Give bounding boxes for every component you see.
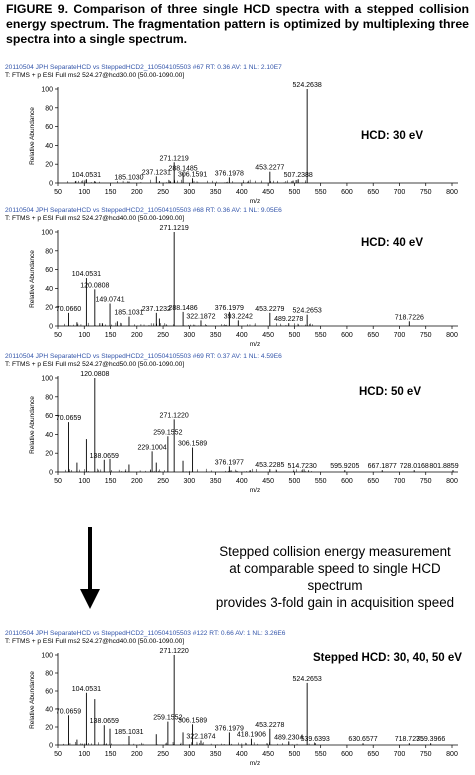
peak-label: 271.1219 [159,225,189,232]
x-axis-label: m/z [249,487,261,494]
peak-label: 718.7226 [394,314,424,322]
peak-label: 322.1874 [186,733,216,741]
x-tick-label: 250 [157,189,169,196]
x-tick-label: 150 [104,189,117,196]
peak-label: 418.1906 [236,731,267,739]
arrow-text-line-2: at comparable speed to single HCD spectrum [229,561,441,593]
figure-caption: FIGURE 9. Comparison of three single HCD spectra with a stepped collision energy spectrum. The fragmentation pattern is optimized by multiplexing three spectra into a single spectrum. [6,2,469,46]
hcd-label-2: HCD: 40 eV [361,237,423,249]
y-axis-label: Relative Abundance [29,250,36,308]
y-tick-label: 20 [45,450,53,458]
y-tick-label: 80 [45,670,53,678]
x-tick-label: 700 [393,478,406,485]
peak-label: 288.1485 [168,165,198,173]
peak-label: 104.0531 [71,172,101,180]
x-tick-label: 450 [262,189,274,196]
x-tick-label: 600 [341,478,353,485]
x-tick-label: 100 [78,478,91,485]
panel-header-4 [5,630,285,646]
x-tick-label: 350 [209,332,222,339]
peak-label: 453.2279 [255,305,285,313]
x-tick-label: 600 [341,751,353,758]
peak-label: 288.1486 [168,304,198,312]
x-axis-label: m/z [249,760,261,767]
down-arrow-icon [80,527,100,609]
x-tick-label: 250 [157,478,169,485]
x-tick-label: 100 [78,751,91,758]
peak-label: 514.7230 [287,463,317,471]
y-tick-label: 20 [45,161,53,169]
y-tick-label: 60 [45,413,53,421]
y-tick-label: 40 [45,706,53,714]
x-tick-label: 500 [288,478,301,485]
x-tick-label: 150 [104,332,117,339]
peak-label: 489.2304 [274,734,304,742]
peak-label: 524.2638 [292,82,322,89]
x-tick-label: 550 [314,751,327,758]
x-tick-label: 400 [236,189,248,196]
x-tick-label: 450 [262,478,274,485]
y-tick-label: 60 [45,124,53,132]
y-tick-label: 80 [45,394,53,402]
x-tick-label: 700 [393,189,406,196]
x-tick-label: 50 [54,332,62,339]
peak-label: 759.3966 [416,736,446,744]
spectrum-panel-1 [0,64,475,209]
x-tick-label: 500 [288,332,301,339]
peak-label: 453.2285 [255,462,285,470]
peak-label: 728.0168 [399,463,429,471]
peak-label: 595.9205 [330,463,360,471]
y-tick-label: 80 [45,248,53,256]
x-tick-label: 300 [183,332,196,339]
y-tick-label: 60 [45,267,53,275]
x-tick-label: 750 [419,332,432,339]
y-tick-label: 20 [45,724,53,732]
peak-label: 70.0660 [55,305,82,313]
panel-header-3 [5,353,282,369]
spectrum-chart-3 [0,368,475,500]
y-axis-label: Relative Abundance [29,107,36,165]
x-tick-label: 200 [130,189,143,196]
y-tick-label: 40 [45,431,53,439]
peak-label: 376.1977 [214,459,244,467]
peak-label: 120.0808 [80,282,110,290]
panel-header-2 [5,207,282,223]
y-tick-label: 40 [45,285,53,293]
peak-label: 322.1872 [186,313,216,321]
x-tick-label: 150 [104,478,117,485]
x-tick-label: 400 [236,751,248,758]
filter-info-1: T: FTMS + p ESI Full ms2 524.27@hcd30.00 [50.00-1090.00] [5,72,185,79]
peak-label: 376.1979 [214,725,244,733]
peak-label: 149.0741 [95,296,125,304]
peak-label: 120.0808 [80,371,110,378]
x-tick-label: 650 [367,751,380,758]
x-tick-label: 300 [183,189,196,196]
y-tick-label: 40 [45,142,53,150]
peak-label: 104.0531 [71,685,101,693]
peak-label: 667.1877 [367,463,397,471]
x-axis-label: m/z [249,198,261,205]
x-tick-label: 550 [314,332,327,339]
x-tick-label: 50 [54,478,62,485]
scan-info-2: 20110504 JPH SeparateHCD vs SteppedHCD2_110504105503 #68 RT: 0.36 AV: 1 NL: 9.05E6 [5,207,282,214]
peak-label: 70.0659 [55,708,82,716]
filter-info-2: T: FTMS + p ESI Full ms2 524.27@hcd40.00 [50.00-1090.00] [5,215,185,222]
filter-info-3: T: FTMS + p ESI Full ms2 524.27@hcd50.00 [50.00-1090.00] [5,361,185,368]
x-tick-label: 800 [446,332,458,339]
x-tick-label: 350 [209,189,222,196]
peak-label: 138.0659 [89,452,119,460]
x-tick-label: 650 [367,478,380,485]
peak-label: 306.1589 [177,440,208,448]
peak-label: 630.6577 [348,736,378,744]
arrow-text-line-1: Stepped collision energy measurement [219,544,451,559]
panel-header-1 [5,64,282,80]
x-tick-label: 650 [367,332,380,339]
scan-info-1: 20110504 JPH SeparateHCD vs SteppedHCD2_110504105503 #67 RT: 0.36 AV: 1 NL: 2.10E7 [5,64,282,71]
x-tick-label: 400 [236,332,248,339]
spectrum-panel-3 [0,353,475,503]
y-tick-label: 100 [41,375,53,383]
peak-label: 524.2653 [292,307,322,315]
y-tick-label: 0 [49,180,53,188]
y-axis-label: Relative Abundance [29,671,36,729]
peak-label: 185.1030 [114,174,144,182]
peak-label: 507.2388 [283,172,313,180]
y-tick-label: 100 [41,86,53,94]
y-axis-label: Relative Abundance [29,396,36,454]
peak-label: 237.1231 [141,169,171,177]
peak-label: 489.2278 [274,316,304,324]
x-tick-label: 50 [54,189,62,196]
x-tick-label: 600 [341,189,353,196]
hcd-label-3: HCD: 50 eV [359,386,421,398]
x-tick-label: 500 [288,189,301,196]
peak-label: 306.1589 [177,717,208,725]
x-tick-label: 750 [419,751,432,758]
peak-label: 453.2278 [255,721,285,729]
arrow-text-line-3: provides 3-fold gain in acquisition speed [215,595,455,610]
x-tick-label: 100 [78,189,91,196]
x-tick-label: 300 [183,751,196,758]
x-tick-label: 800 [446,751,458,758]
hcd-label-1: HCD: 30 eV [361,130,423,142]
spectrum-chart-4 [0,645,475,773]
y-tick-label: 100 [41,652,53,660]
x-tick-label: 200 [130,751,143,758]
peak-label: 539.6393 [300,736,330,744]
scan-info-4: 20110504 JPH SeparateHCD vs SteppedHCD2_110504105503 #122 RT: 0.66 AV: 1 NL: 3.26E6 [5,630,286,637]
x-tick-label: 450 [262,332,274,339]
peak-label: 453.2277 [255,164,285,172]
filter-info-4: T: FTMS + p ESI Full ms2 524.27@hcd40.00 [50.00-1090.00] [5,638,185,645]
x-tick-label: 700 [393,751,406,758]
x-tick-label: 200 [130,478,143,485]
peak-label: 376.1979 [214,304,244,312]
x-tick-label: 700 [393,332,406,339]
peak-label: 259.1552 [153,714,183,722]
peak-label: 271.1219 [159,155,189,163]
peak-label: 237.1232 [141,305,171,313]
x-tick-label: 550 [314,189,327,196]
spectrum-chart-2 [0,222,475,354]
peak-label: 185.1031 [114,729,144,736]
x-tick-label: 350 [209,478,222,485]
x-tick-label: 150 [104,751,117,758]
x-tick-label: 500 [288,751,301,758]
peak-label: 138.0659 [89,718,119,726]
x-tick-label: 650 [367,189,380,196]
x-tick-label: 400 [236,478,248,485]
peak-label: 229.1004 [137,444,167,452]
spectrum-chart-1 [0,79,475,211]
y-tick-label: 0 [49,323,53,331]
peak-label: 376.1978 [214,170,244,178]
spectrum-panel-4 [0,630,475,775]
peak-label: 104.0531 [71,271,101,279]
peak-label: 718.7235 [394,736,424,744]
x-tick-label: 450 [262,751,274,758]
x-tick-label: 350 [209,751,222,758]
peak-label: 259.1552 [153,429,183,437]
y-tick-label: 80 [45,105,53,113]
peak-label: 271.1220 [159,648,189,655]
peak-label: 801.8859 [429,463,459,471]
x-tick-label: 750 [419,478,432,485]
x-tick-label: 750 [419,189,432,196]
peak-label: 271.1220 [159,412,189,420]
scan-info-3: 20110504 JPH SeparateHCD vs SteppedHCD2_110504105503 #69 RT: 0.37 AV: 1 NL: 4.59E6 [5,353,282,360]
y-tick-label: 60 [45,688,53,696]
x-tick-label: 800 [446,189,458,196]
arrow-description [200,543,470,611]
x-tick-label: 50 [54,751,62,758]
y-tick-label: 0 [49,469,53,477]
x-axis-label: m/z [249,341,261,348]
peak-label: 524.2653 [292,675,322,683]
peak-label: 306.1591 [177,171,208,179]
x-tick-label: 100 [78,332,91,339]
x-tick-label: 600 [341,332,353,339]
hcd-label-4: Stepped HCD: 30, 40, 50 eV [313,652,462,664]
x-tick-label: 250 [157,751,169,758]
y-tick-label: 20 [45,304,53,312]
y-tick-label: 0 [49,742,53,750]
x-tick-label: 250 [157,332,169,339]
x-tick-label: 200 [130,332,143,339]
peak-label: 393.2242 [223,313,253,321]
spectrum-panel-2 [0,207,475,357]
x-tick-label: 800 [446,478,458,485]
x-tick-label: 300 [183,478,196,485]
peak-label: 185.1031 [114,309,144,317]
peak-label: 70.0659 [55,415,82,423]
y-tick-label: 100 [41,229,53,237]
x-tick-label: 550 [314,478,327,485]
